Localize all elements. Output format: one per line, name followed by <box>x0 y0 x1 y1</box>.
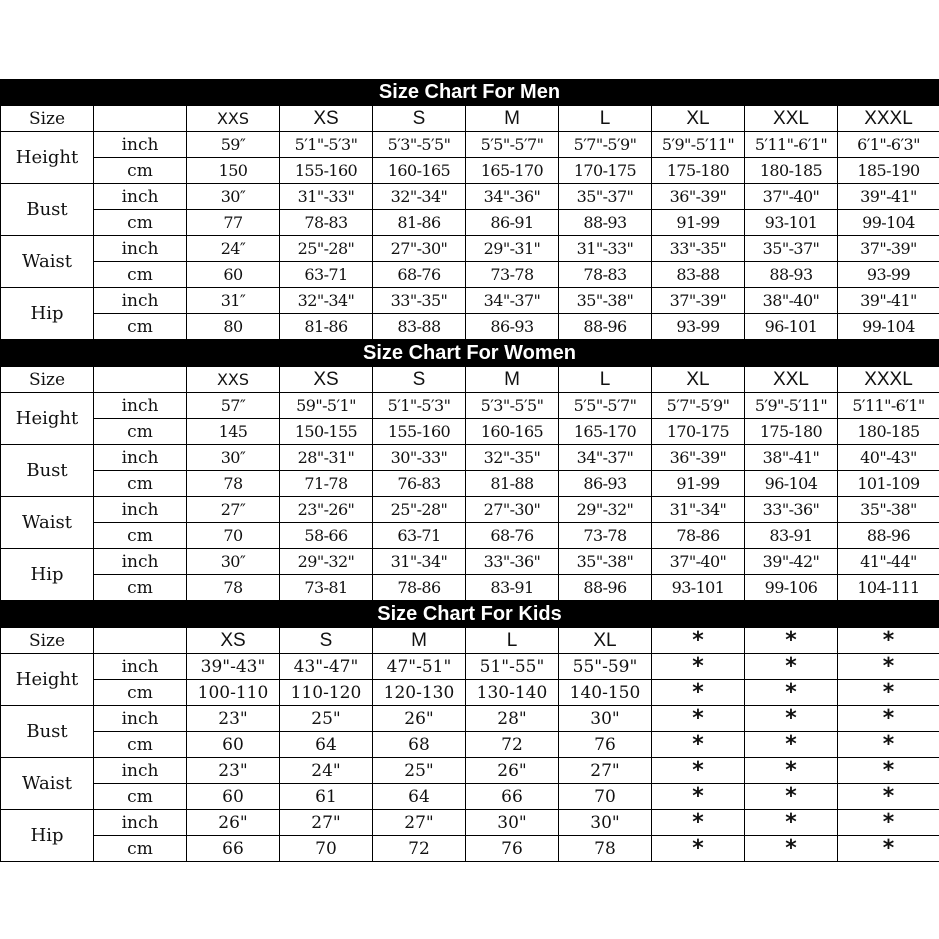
value-cell: 73-78 <box>559 523 652 549</box>
value-cell: 72 <box>466 732 559 758</box>
value-cell: 68-76 <box>466 523 559 549</box>
value-cell: 47"-51" <box>373 654 466 680</box>
unit-label: inch <box>94 184 187 210</box>
value-cell: * <box>652 758 745 784</box>
value-cell: 59″ <box>187 132 280 158</box>
value-cell: 165-170 <box>559 419 652 445</box>
value-cell: 31″ <box>187 288 280 314</box>
size-table-women <box>0 366 939 601</box>
value-cell: 165-170 <box>466 158 559 184</box>
value-cell: 88-96 <box>559 314 652 340</box>
value-cell: 160-165 <box>466 419 559 445</box>
value-cell: 185-190 <box>838 158 939 184</box>
value-cell: 76 <box>466 836 559 862</box>
size-table-men <box>0 105 939 340</box>
value-cell: 68-76 <box>373 262 466 288</box>
value-cell: 91-99 <box>652 471 745 497</box>
value-cell: 25"-28" <box>373 497 466 523</box>
value-cell: 23" <box>187 706 280 732</box>
value-cell: * <box>745 784 838 810</box>
table-row <box>1 575 939 601</box>
value-cell: * <box>838 810 939 836</box>
value-cell: 130-140 <box>466 680 559 706</box>
measure-label: Height <box>1 654 94 706</box>
value-cell: 34"-36" <box>466 184 559 210</box>
size-header: XXXL <box>838 106 939 132</box>
measure-label: Bust <box>1 184 94 236</box>
value-cell: 31"-34" <box>373 549 466 575</box>
value-cell: 88-93 <box>745 262 838 288</box>
value-cell: 37"-40" <box>652 549 745 575</box>
value-cell: 27"-30" <box>373 236 466 262</box>
value-cell: 27"-30" <box>466 497 559 523</box>
value-cell: 71-78 <box>280 471 373 497</box>
value-cell: 35"-37" <box>559 184 652 210</box>
value-cell: 155-160 <box>280 158 373 184</box>
size-header: XS <box>280 367 373 393</box>
measure-label: Hip <box>1 288 94 340</box>
value-cell: 175-180 <box>652 158 745 184</box>
table-row <box>1 314 939 340</box>
value-cell: 27″ <box>187 497 280 523</box>
value-cell: 120-130 <box>373 680 466 706</box>
table-row <box>1 758 939 784</box>
value-cell: 32"-35" <box>466 445 559 471</box>
unit-label: inch <box>94 236 187 262</box>
size-chart <box>0 79 939 860</box>
table-row <box>1 732 939 758</box>
value-cell: 110-120 <box>280 680 373 706</box>
measure-label: Bust <box>1 445 94 497</box>
size-header: XXS <box>187 367 280 393</box>
value-cell: 5′7"-5′9" <box>652 393 745 419</box>
size-header: S <box>373 367 466 393</box>
value-cell: 86-93 <box>466 314 559 340</box>
value-cell: 5′7"-5′9" <box>559 132 652 158</box>
value-cell: 160-165 <box>373 158 466 184</box>
table-row <box>1 706 939 732</box>
value-cell: 35"-37" <box>745 236 838 262</box>
unit-label: inch <box>94 497 187 523</box>
unit-label: cm <box>94 314 187 340</box>
table-row <box>1 262 939 288</box>
blank-cell <box>94 106 187 132</box>
value-cell: 5′5"-5′7" <box>559 393 652 419</box>
value-cell: 35"-38" <box>559 549 652 575</box>
value-cell: 39"-41" <box>838 288 939 314</box>
unit-label: inch <box>94 654 187 680</box>
value-cell: 60 <box>187 784 280 810</box>
value-cell: 78-86 <box>652 523 745 549</box>
value-cell: 30" <box>559 810 652 836</box>
value-cell: 33"-35" <box>652 236 745 262</box>
table-row <box>1 810 939 836</box>
unit-label: inch <box>94 288 187 314</box>
value-cell: 70 <box>559 784 652 810</box>
value-cell: 24″ <box>187 236 280 262</box>
value-cell: 23" <box>187 758 280 784</box>
value-cell: 5′1"-5′3" <box>373 393 466 419</box>
blank-cell <box>94 367 187 393</box>
section-title-kids: Size Chart For Kids <box>0 601 939 627</box>
value-cell: 70 <box>280 836 373 862</box>
value-cell: 5′9"-5′11" <box>745 393 838 419</box>
value-cell: 81-88 <box>466 471 559 497</box>
value-cell: * <box>745 732 838 758</box>
unit-label: cm <box>94 732 187 758</box>
measure-label: Height <box>1 132 94 184</box>
value-cell: 23"-26" <box>280 497 373 523</box>
value-cell: 96-101 <box>745 314 838 340</box>
unit-label: cm <box>94 575 187 601</box>
header-row <box>1 628 939 654</box>
size-header: L <box>559 106 652 132</box>
value-cell: * <box>652 706 745 732</box>
value-cell: 72 <box>373 836 466 862</box>
value-cell: 43"-47" <box>280 654 373 680</box>
value-cell: 33"-36" <box>466 549 559 575</box>
value-cell: 145 <box>187 419 280 445</box>
size-header: S <box>280 628 373 654</box>
value-cell: 28"-31" <box>280 445 373 471</box>
value-cell: 24" <box>280 758 373 784</box>
value-cell: 175-180 <box>745 419 838 445</box>
value-cell: 51"-55" <box>466 654 559 680</box>
value-cell: 34"-37" <box>559 445 652 471</box>
value-cell: 155-160 <box>373 419 466 445</box>
size-header: XL <box>652 106 745 132</box>
value-cell: * <box>652 810 745 836</box>
value-cell: 73-81 <box>280 575 373 601</box>
value-cell: * <box>838 836 939 862</box>
value-cell: 40"-43" <box>838 445 939 471</box>
value-cell: 5′5"-5′7" <box>466 132 559 158</box>
table-row <box>1 654 939 680</box>
value-cell: 5′11"-6′1" <box>745 132 838 158</box>
value-cell: 86-91 <box>466 210 559 236</box>
value-cell: 93-101 <box>652 575 745 601</box>
value-cell: 36"-39" <box>652 184 745 210</box>
size-header: XL <box>652 367 745 393</box>
value-cell: 38"-41" <box>745 445 838 471</box>
value-cell: 99-106 <box>745 575 838 601</box>
size-header: XL <box>559 628 652 654</box>
value-cell: 96-104 <box>745 471 838 497</box>
value-cell: 33"-35" <box>373 288 466 314</box>
header-row <box>1 367 939 393</box>
size-header: XS <box>280 106 373 132</box>
unit-label: cm <box>94 784 187 810</box>
value-cell: 80 <box>187 314 280 340</box>
value-cell: 35"-38" <box>559 288 652 314</box>
value-cell: 37"-40" <box>745 184 838 210</box>
value-cell: * <box>652 836 745 862</box>
value-cell: 100-110 <box>187 680 280 706</box>
value-cell: 30″ <box>187 184 280 210</box>
value-cell: 101-109 <box>838 471 939 497</box>
size-table-kids <box>0 627 939 862</box>
value-cell: 30" <box>559 706 652 732</box>
value-cell: 81-86 <box>373 210 466 236</box>
value-cell: 66 <box>466 784 559 810</box>
value-cell: 68 <box>373 732 466 758</box>
measure-label: Hip <box>1 810 94 862</box>
value-cell: 140-150 <box>559 680 652 706</box>
value-cell: * <box>745 758 838 784</box>
value-cell: 30" <box>466 810 559 836</box>
measure-label: Waist <box>1 236 94 288</box>
value-cell: * <box>745 810 838 836</box>
table-row <box>1 184 939 210</box>
table-row <box>1 497 939 523</box>
table-row <box>1 288 939 314</box>
value-cell: * <box>838 706 939 732</box>
value-cell: 88-93 <box>559 210 652 236</box>
value-cell: 99-104 <box>838 210 939 236</box>
value-cell: * <box>745 654 838 680</box>
value-cell: 29"-32" <box>280 549 373 575</box>
measure-label: Hip <box>1 549 94 601</box>
unit-label: inch <box>94 706 187 732</box>
value-cell: 41"-44" <box>838 549 939 575</box>
value-cell: 180-185 <box>838 419 939 445</box>
size-header: XXL <box>745 367 838 393</box>
table-row <box>1 393 939 419</box>
value-cell: * <box>838 654 939 680</box>
table-row <box>1 419 939 445</box>
value-cell: 78-83 <box>280 210 373 236</box>
table-row <box>1 236 939 262</box>
value-cell: 170-175 <box>559 158 652 184</box>
measure-label: Waist <box>1 497 94 549</box>
value-cell: 63-71 <box>280 262 373 288</box>
value-cell: 34"-37" <box>466 288 559 314</box>
unit-label: cm <box>94 471 187 497</box>
table-row <box>1 680 939 706</box>
value-cell: 6′1"-6′3" <box>838 132 939 158</box>
unit-label: cm <box>94 210 187 236</box>
table-row <box>1 158 939 184</box>
value-cell: 39"-43" <box>187 654 280 680</box>
value-cell: 27" <box>280 810 373 836</box>
table-row <box>1 210 939 236</box>
value-cell: 39"-41" <box>838 184 939 210</box>
value-cell: 30"-33" <box>373 445 466 471</box>
unit-label: inch <box>94 758 187 784</box>
value-cell: 57″ <box>187 393 280 419</box>
value-cell: 78 <box>187 575 280 601</box>
value-cell: 28" <box>466 706 559 732</box>
size-header: S <box>373 106 466 132</box>
size-header: M <box>466 367 559 393</box>
value-cell: 5′1"-5′3" <box>280 132 373 158</box>
value-cell: 86-93 <box>559 471 652 497</box>
measure-label: Waist <box>1 758 94 810</box>
size-label: Size <box>1 367 94 393</box>
value-cell: 78 <box>187 471 280 497</box>
value-cell: 66 <box>187 836 280 862</box>
value-cell: 91-99 <box>652 210 745 236</box>
value-cell: 26" <box>373 706 466 732</box>
value-cell: * <box>745 836 838 862</box>
value-cell: 5′9"-5′11" <box>652 132 745 158</box>
value-cell: 39"-42" <box>745 549 838 575</box>
table-row <box>1 836 939 862</box>
value-cell: 35"-38" <box>838 497 939 523</box>
value-cell: 37"-39" <box>652 288 745 314</box>
value-cell: 33"-36" <box>745 497 838 523</box>
table-row <box>1 549 939 575</box>
size-header: L <box>466 628 559 654</box>
measure-label: Bust <box>1 706 94 758</box>
value-cell: 93-99 <box>838 262 939 288</box>
unit-label: inch <box>94 132 187 158</box>
value-cell: 83-88 <box>652 262 745 288</box>
unit-label: inch <box>94 549 187 575</box>
unit-label: cm <box>94 680 187 706</box>
section-title-women: Size Chart For Women <box>0 340 939 366</box>
size-header: XXXL <box>838 367 939 393</box>
value-cell: 104-111 <box>838 575 939 601</box>
table-row <box>1 523 939 549</box>
unit-label: inch <box>94 393 187 419</box>
value-cell: 81-86 <box>280 314 373 340</box>
size-header: XXS <box>187 106 280 132</box>
value-cell: 5′3"-5′5" <box>466 393 559 419</box>
unit-label: cm <box>94 523 187 549</box>
value-cell: 58-66 <box>280 523 373 549</box>
value-cell: 5′3"-5′5" <box>373 132 466 158</box>
value-cell: * <box>652 680 745 706</box>
value-cell: 78 <box>559 836 652 862</box>
value-cell: * <box>838 784 939 810</box>
unit-label: inch <box>94 445 187 471</box>
value-cell: * <box>838 758 939 784</box>
size-header: M <box>373 628 466 654</box>
value-cell: 29"-31" <box>466 236 559 262</box>
value-cell: 31"-33" <box>280 184 373 210</box>
size-header: * <box>745 628 838 654</box>
value-cell: * <box>745 680 838 706</box>
value-cell: 27" <box>373 810 466 836</box>
value-cell: * <box>838 680 939 706</box>
size-header: * <box>838 628 939 654</box>
value-cell: * <box>652 654 745 680</box>
value-cell: 88-96 <box>838 523 939 549</box>
value-cell: 76-83 <box>373 471 466 497</box>
value-cell: 93-99 <box>652 314 745 340</box>
value-cell: 32"-34" <box>280 288 373 314</box>
value-cell: 25" <box>280 706 373 732</box>
unit-label: inch <box>94 810 187 836</box>
value-cell: 60 <box>187 732 280 758</box>
value-cell: 78-83 <box>559 262 652 288</box>
blank-cell <box>94 628 187 654</box>
value-cell: 180-185 <box>745 158 838 184</box>
value-cell: 99-104 <box>838 314 939 340</box>
value-cell: * <box>652 784 745 810</box>
value-cell: 93-101 <box>745 210 838 236</box>
value-cell: 5′11"-6′1" <box>838 393 939 419</box>
value-cell: * <box>652 732 745 758</box>
value-cell: 150 <box>187 158 280 184</box>
value-cell: 36"-39" <box>652 445 745 471</box>
table-row <box>1 445 939 471</box>
size-header: * <box>652 628 745 654</box>
value-cell: 78-86 <box>373 575 466 601</box>
value-cell: 31"-33" <box>559 236 652 262</box>
value-cell: 25" <box>373 758 466 784</box>
value-cell: 37"-39" <box>838 236 939 262</box>
size-header: M <box>466 106 559 132</box>
value-cell: 77 <box>187 210 280 236</box>
size-label: Size <box>1 628 94 654</box>
value-cell: 30″ <box>187 445 280 471</box>
value-cell: 30″ <box>187 549 280 575</box>
size-header: XS <box>187 628 280 654</box>
unit-label: cm <box>94 158 187 184</box>
table-row <box>1 132 939 158</box>
value-cell: 70 <box>187 523 280 549</box>
value-cell: 64 <box>280 732 373 758</box>
value-cell: 32"-34" <box>373 184 466 210</box>
value-cell: 26" <box>466 758 559 784</box>
value-cell: 59"-5′1" <box>280 393 373 419</box>
table-row <box>1 471 939 497</box>
value-cell: 170-175 <box>652 419 745 445</box>
measure-label: Height <box>1 393 94 445</box>
unit-label: cm <box>94 836 187 862</box>
value-cell: 83-91 <box>745 523 838 549</box>
value-cell: 27" <box>559 758 652 784</box>
value-cell: 60 <box>187 262 280 288</box>
value-cell: 83-91 <box>466 575 559 601</box>
size-header: L <box>559 367 652 393</box>
section-title-men: Size Chart For Men <box>0 79 939 105</box>
value-cell: 76 <box>559 732 652 758</box>
value-cell: 26" <box>187 810 280 836</box>
value-cell: 38"-40" <box>745 288 838 314</box>
value-cell: 61 <box>280 784 373 810</box>
size-label: Size <box>1 106 94 132</box>
value-cell: 31"-34" <box>652 497 745 523</box>
value-cell: 25"-28" <box>280 236 373 262</box>
size-header: XXL <box>745 106 838 132</box>
table-row <box>1 784 939 810</box>
value-cell: 88-96 <box>559 575 652 601</box>
value-cell: 64 <box>373 784 466 810</box>
unit-label: cm <box>94 262 187 288</box>
header-row <box>1 106 939 132</box>
value-cell: 150-155 <box>280 419 373 445</box>
value-cell: * <box>838 732 939 758</box>
value-cell: 73-78 <box>466 262 559 288</box>
value-cell: 29"-32" <box>559 497 652 523</box>
value-cell: 55"-59" <box>559 654 652 680</box>
value-cell: * <box>745 706 838 732</box>
value-cell: 83-88 <box>373 314 466 340</box>
unit-label: cm <box>94 419 187 445</box>
value-cell: 63-71 <box>373 523 466 549</box>
